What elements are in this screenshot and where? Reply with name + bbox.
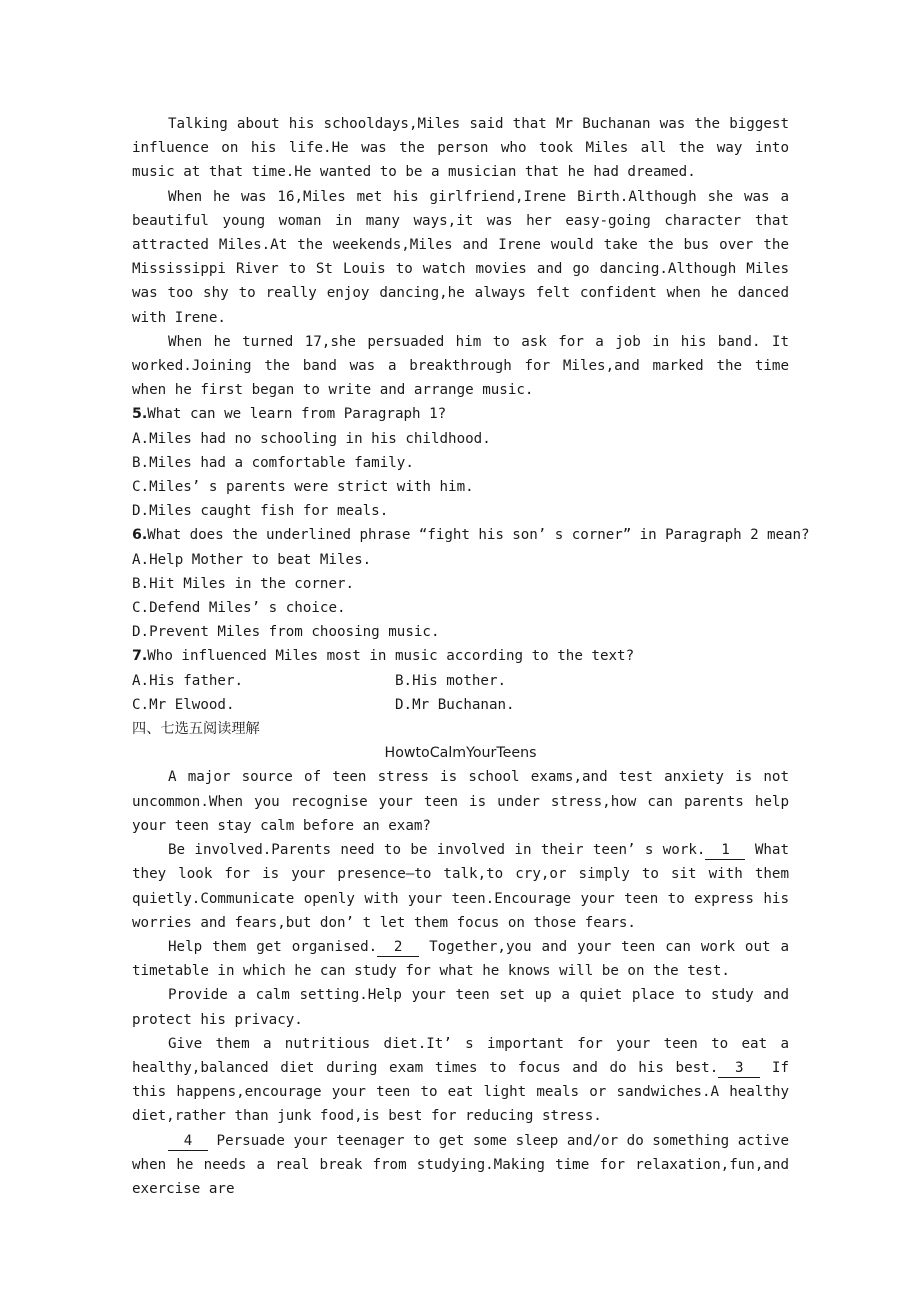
answer-option: B.Hit Miles in the corner. (132, 575, 355, 592)
answer-option: C.Mr Elwood. (132, 696, 235, 713)
answer-option-row (132, 669, 789, 693)
question-5 (132, 402, 789, 426)
paragraph-text: Be involved.Parents need to be involved in their teen’ s work. (168, 842, 706, 859)
question-7 (132, 644, 789, 668)
blank-2: 2 (377, 938, 419, 957)
paragraph-text: Give them a nutritious diet.It’ s important for your teen to eat a healthy,balanced diet during exam times to focus and do his best. (132, 1035, 789, 1076)
question-stem: What does the underlined phrase “fight his son’ s corner” in Paragraph 2 mean? (147, 527, 810, 544)
passage-paragraph (132, 1129, 789, 1202)
passage-paragraph (132, 935, 789, 983)
answer-option-row (132, 693, 789, 717)
answer-option: A.His father. (132, 672, 244, 689)
answer-option: A.Miles had no schooling in his childhood. (132, 430, 491, 447)
passage-paragraph: When he was 16,Miles met his girlfriend,Irene Birth.Although she was a beautiful young woman in many ways,it was her easy-going character that attracted Miles.At the weekends,Miles and Irene would take the bus over the Mississippi River to St Louis to watch movies and go dancing.Although Miles was too shy to really enjoy dancing,he always felt confident when he danced with Irene. (132, 188, 789, 326)
blank-1: 1 (705, 841, 745, 860)
passage-paragraph: When he turned 17,she persuaded him to ask for a job in his band. It worked.Joining the band was a breakthrough for Miles,and marked the time when he first began to write and arrange music. (132, 333, 789, 399)
section-heading: 四、七选五阅读理解 (132, 721, 260, 738)
answer-option: D.Mr Buchanan. (395, 696, 515, 713)
question-number: 7. (132, 648, 148, 665)
paragraph-text: What they look for is your presence—to talk,to cry,or simply to sit with them quietly.Communicate openly with your teen.Encourage your teen to express his worries and fears,but don’ t let them focus on those fears. (132, 842, 789, 931)
passage-paragraph: A major source of teen stress is school exams,and test anxiety is not uncommon.When you recognise your teen is under stress,how can parents help your teen stay calm before an exam? (132, 769, 789, 834)
paragraph-text: Help them get organised. (168, 938, 378, 955)
passage-paragraph (132, 1032, 789, 1129)
document-page (132, 112, 810, 1201)
passage-paragraph: Provide a calm setting.Help your teen set up a quiet place to study and protect his privacy. (132, 987, 789, 1028)
paragraph-text: If this happens,encourage your teen to eat light meals or sandwiches.A healthy diet,rather than junk food,is best for reducing stress. (132, 1059, 789, 1125)
passage-paragraph: Talking about his schooldays,Miles said that Mr Buchanan was the biggest influence on his life.He was the person who took Miles all the way into music at that time.He wanted to be a musician that he had dreamed. (132, 116, 789, 181)
blank-3: 3 (718, 1059, 760, 1078)
answer-option: B.Miles had a comfortable family. (132, 454, 414, 471)
question-stem: Who influenced Miles most in music according to the text? (147, 648, 635, 665)
answer-option: A.Help Mother to beat Miles. (132, 551, 372, 568)
question-stem: What can we learn from Paragraph 1? (147, 406, 447, 423)
paragraph-text: Persuade your teenager to get some sleep and/or do something active when he needs a real break from studying.Making time for relaxation,fun,and exercise are (132, 1132, 789, 1197)
paragraph-text: Together,you and your teen can work out a timetable in which he can study for what he knows will be on the test. (132, 938, 790, 980)
answer-option: C.Miles’ s parents were strict with him. (132, 479, 474, 496)
answer-option: D.Miles caught fish for meals. (132, 503, 389, 520)
blank-4: 4 (168, 1132, 208, 1151)
question-6 (132, 523, 810, 547)
answer-option: C.Defend Miles’ s choice. (132, 600, 346, 617)
answer-option: D.Prevent Miles from choosing music. (132, 624, 440, 641)
question-number: 6. (132, 527, 148, 544)
passage-title: HowtoCalmYourTeens (384, 745, 537, 762)
passage-paragraph (132, 838, 789, 935)
answer-option: B.His mother. (395, 672, 507, 689)
question-number: 5. (132, 406, 148, 423)
